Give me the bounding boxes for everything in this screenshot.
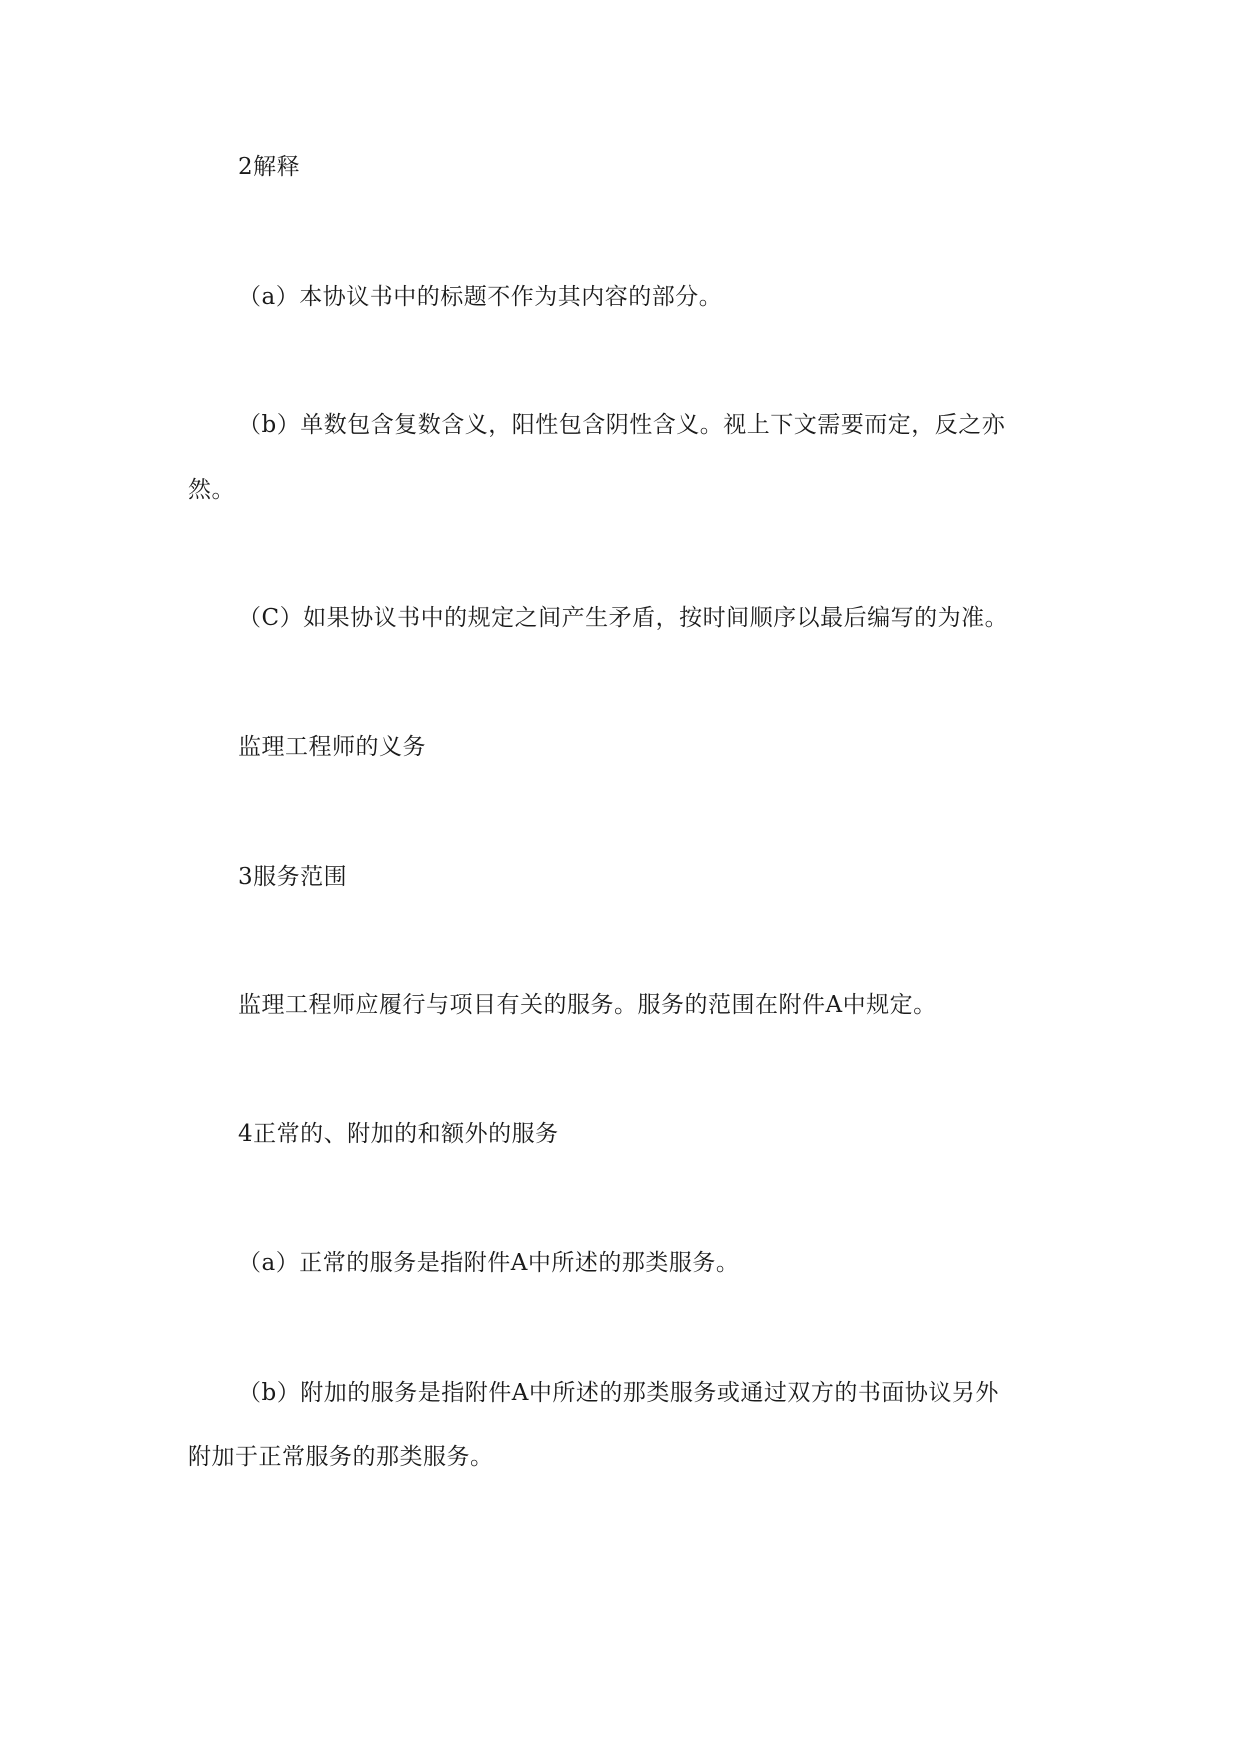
clause-2b-line-1: （b）单数包含复数含义，阳性包含阴性含义。视上下文需要而定，反之亦 <box>238 412 1006 438</box>
clause-3: 监理工程师应履行与项目有关的服务。服务的范围在附件A中规定。 <box>238 992 937 1018</box>
clause-4b-line-2: 附加于正常服务的那类服务。 <box>188 1444 494 1470</box>
clause-2a: （a）本协议书中的标题不作为其内容的部分。 <box>238 284 723 310</box>
clause-4a: （a）正常的服务是指附件A中所述的那类服务。 <box>238 1250 740 1276</box>
heading-interpretation: 2解释 <box>238 154 301 180</box>
clause-2c: （C）如果协议书中的规定之间产生矛盾，按时间顺序以最后编写的为准。 <box>238 605 1009 631</box>
clause-2b-line-2: 然。 <box>188 477 235 503</box>
section-heading-engineer-duties: 监理工程师的义务 <box>238 734 426 760</box>
heading-scope-of-services: 3服务范围 <box>238 864 348 890</box>
heading-services-types: 4正常的、附加的和额外的服务 <box>238 1121 559 1147</box>
clause-4b-line-1: （b）附加的服务是指附件A中所述的那类服务或通过双方的书面协议另外 <box>238 1380 999 1406</box>
